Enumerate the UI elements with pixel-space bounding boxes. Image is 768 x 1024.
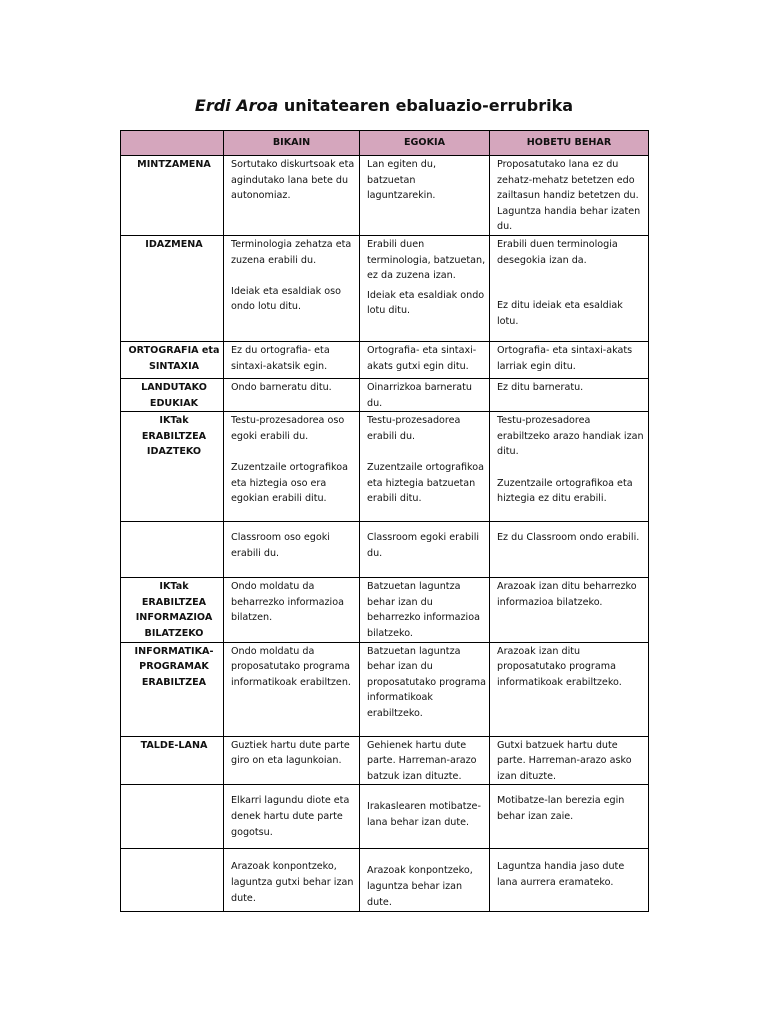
header-cell-empty — [121, 131, 224, 156]
table-row — [121, 412, 649, 522]
criterion-cell — [121, 849, 224, 912]
egokia-cell — [360, 522, 490, 578]
rubric-table — [120, 130, 649, 912]
bikain-cell — [224, 236, 360, 342]
table-row — [121, 156, 649, 236]
cell-text: Zuzentzaile ortografikoa eta hiztegia batzuetan erabili ditu. — [367, 461, 484, 505]
cell-text: Testu-prozesadorea oso egoki erabili du. — [231, 415, 345, 442]
criterion-cell — [121, 156, 224, 236]
bikain-cell — [224, 785, 360, 849]
cell-text: Proposatutako lana ez du zehatz-mehatz betetzen edo zailtasun handiz betetzen du. Laguntza handia behar izaten du. — [497, 159, 641, 233]
criterion-cell — [121, 736, 224, 785]
table-row — [121, 642, 649, 736]
hobetu-cell — [490, 849, 649, 912]
cell-text: Ortografia- eta sintaxi-akats gutxi egin ditu. — [367, 345, 477, 372]
egokia-cell — [360, 236, 490, 342]
cell-text: Batzuetan laguntza behar izan du beharrezko informazioa bilatzeko. — [367, 581, 480, 639]
criterion-label: LANDUTAKO EDUKIAK — [141, 382, 207, 409]
cell-text: Testu-prozesadorea erabili du. — [367, 415, 461, 442]
egokia-cell — [360, 342, 490, 379]
cell-text: Ez ditu barneratu. — [497, 382, 584, 393]
cell-text: Ez du ortografia- eta sintaxi-akatsik egin. — [231, 345, 330, 372]
criterion-label: ORTOGRAFIA eta SINTAXIA — [128, 345, 220, 372]
hobetu-cell — [490, 412, 649, 522]
hobetu-cell — [490, 578, 649, 642]
hobetu-cell — [490, 642, 649, 736]
bikain-cell — [224, 642, 360, 736]
hobetu-cell — [490, 785, 649, 849]
cell-text: Zuzentzaile ortografikoa eta hiztegia ez ditu erabili. — [497, 477, 633, 505]
criterion-cell — [121, 379, 224, 412]
criterion-cell — [121, 342, 224, 379]
criterion-cell — [121, 578, 224, 642]
hobetu-cell — [490, 156, 649, 236]
criterion-label: IDAZMENA — [145, 239, 203, 250]
paragraph-gap — [231, 444, 356, 460]
cell-text: Ez du Classroom ondo erabili. — [497, 532, 640, 544]
cell-text: Ideiak eta esaldiak oso ondo lotu ditu. — [231, 285, 341, 313]
cell-text: Testu-prozesadorea erabiltzeko arazo handiak izan ditu. — [497, 415, 644, 458]
page-title — [0, 96, 768, 115]
cell-text: Zuzentzaile ortografikoa eta hiztegia oso era egokian erabili ditu. — [231, 461, 348, 505]
cell-text: Ideiak eta esaldiak ondo lotu ditu. — [367, 289, 485, 317]
cell-text: Sortutako diskurtsoak eta agindutako lana bete du autonomiaz. — [231, 159, 355, 202]
bikain-cell — [224, 156, 360, 236]
header-row — [121, 131, 649, 156]
egokia-cell — [360, 736, 490, 785]
cell-text: Ez ditu ideiak eta esaldiak lotu. — [497, 300, 623, 327]
hobetu-cell — [490, 342, 649, 379]
cell-text: Classroom oso egoki erabili du. — [231, 532, 330, 559]
criterion-label: IKTak ERABILTZEA IDAZTEKO — [141, 415, 207, 458]
cell-text: Terminologia zehatza eta zuzena erabili du. — [231, 239, 352, 266]
cell-text: Ondo moldatu da proposatutako programa informatikoak erabiltzen. — [231, 645, 351, 688]
egokia-cell — [360, 412, 490, 522]
cell-text: Arazoak konpontzeko, laguntza behar izan dute. — [367, 865, 473, 908]
bikain-cell — [224, 736, 360, 785]
cell-text: Arazoak izan ditu proposatutako programa informatikoak erabiltzeko. — [497, 645, 622, 688]
cell-text: Motibatze-lan berezia egin behar izan zaie. — [497, 795, 625, 822]
cell-text: Irakaslearen motibatze-lana behar izan dute. — [367, 801, 481, 828]
header-cell-hobetu: HOBETU BEHAR — [490, 131, 649, 156]
egokia-cell — [360, 785, 490, 849]
criterion-cell — [121, 642, 224, 736]
table-row — [121, 736, 649, 785]
title-italic: Erdi Aroa — [194, 96, 279, 115]
egokia-cell — [360, 379, 490, 412]
cell-text: Ondo barneratu ditu. — [231, 382, 332, 393]
cell-text: Elkarri lagundu diote eta denek hartu dute parte gogotsu. — [231, 795, 350, 838]
cell-text: Gehienek hartu dute parte. Harreman-arazo batzuk izan dituzte. — [367, 739, 477, 782]
table-row — [121, 342, 649, 379]
criterion-label: MINTZAMENA — [137, 159, 211, 170]
rubric-body — [121, 156, 649, 912]
cell-text: Classroom egoki erabili du. — [367, 532, 480, 559]
table-row — [121, 578, 649, 642]
cell-text: Arazoak izan ditu beharrezko informazioa bilatzeko. — [497, 581, 637, 608]
criterion-label: TALDE-LANA — [140, 739, 208, 751]
paragraph-gap — [497, 268, 645, 298]
egokia-cell — [360, 642, 490, 736]
criterion-label: INFORMATIKA-PROGRAMAK ERABILTZEA — [134, 645, 214, 688]
table-row — [121, 379, 649, 412]
cell-text: Erabili duen terminologia desegokia izan da. — [497, 239, 618, 266]
header-cell-egokia: EGOKIA — [360, 131, 490, 156]
table-row — [121, 849, 649, 912]
paragraph-gap — [367, 444, 486, 460]
cell-text: Arazoak konpontzeko, laguntza gutxi behar izan dute. — [231, 861, 354, 904]
header-cell-bikain: BIKAIN — [224, 131, 360, 156]
cell-text: Erabili duen terminologia, batzuetan, ez da zuzena izan. — [367, 239, 486, 282]
criterion-cell — [121, 236, 224, 342]
hobetu-cell — [490, 236, 649, 342]
criterion-cell — [121, 522, 224, 578]
criterion-label: IKTak ERABILTZEA INFORMAZIOA BILATZEKO — [135, 581, 213, 639]
bikain-cell — [224, 342, 360, 379]
cell-text: Guztiek hartu dute parte giro on eta lagunkoian. — [231, 739, 350, 767]
cell-text: Batzuetan laguntza behar izan du proposatutako programa informatikoak erabiltzeko. — [367, 645, 486, 719]
criterion-cell — [121, 412, 224, 522]
bikain-cell — [224, 849, 360, 912]
cell-text: Gutxi batzuek hartu dute parte. Harreman-arazo asko izan dituzte. — [497, 739, 632, 782]
bikain-cell — [224, 379, 360, 412]
hobetu-cell — [490, 736, 649, 785]
bikain-cell — [224, 578, 360, 642]
egokia-cell — [360, 849, 490, 912]
bikain-cell — [224, 522, 360, 578]
paragraph-gap — [231, 268, 356, 284]
table-row — [121, 522, 649, 578]
paragraph-gap — [367, 284, 486, 288]
table-row — [121, 236, 649, 342]
egokia-cell — [360, 578, 490, 642]
hobetu-cell — [490, 522, 649, 578]
criterion-cell — [121, 785, 224, 849]
cell-text: Oinarrizkoa barneratu du. — [367, 382, 473, 409]
cell-text: Laguntza handia jaso dute lana aurrera eramateko. — [497, 861, 625, 888]
egokia-cell — [360, 156, 490, 236]
bikain-cell — [224, 412, 360, 522]
paragraph-gap — [497, 460, 645, 476]
cell-text: Ondo moldatu da beharrezko informazioa bilatzen. — [231, 581, 344, 624]
cell-text: Lan egiten du, batzuetan laguntzarekin. — [367, 159, 437, 202]
hobetu-cell — [490, 379, 649, 412]
cell-text: Ortografia- eta sintaxi-akats larriak egin ditu. — [497, 345, 633, 372]
title-rest: unitatearen ebaluazio-errubrika — [278, 96, 574, 115]
table-row — [121, 785, 649, 849]
